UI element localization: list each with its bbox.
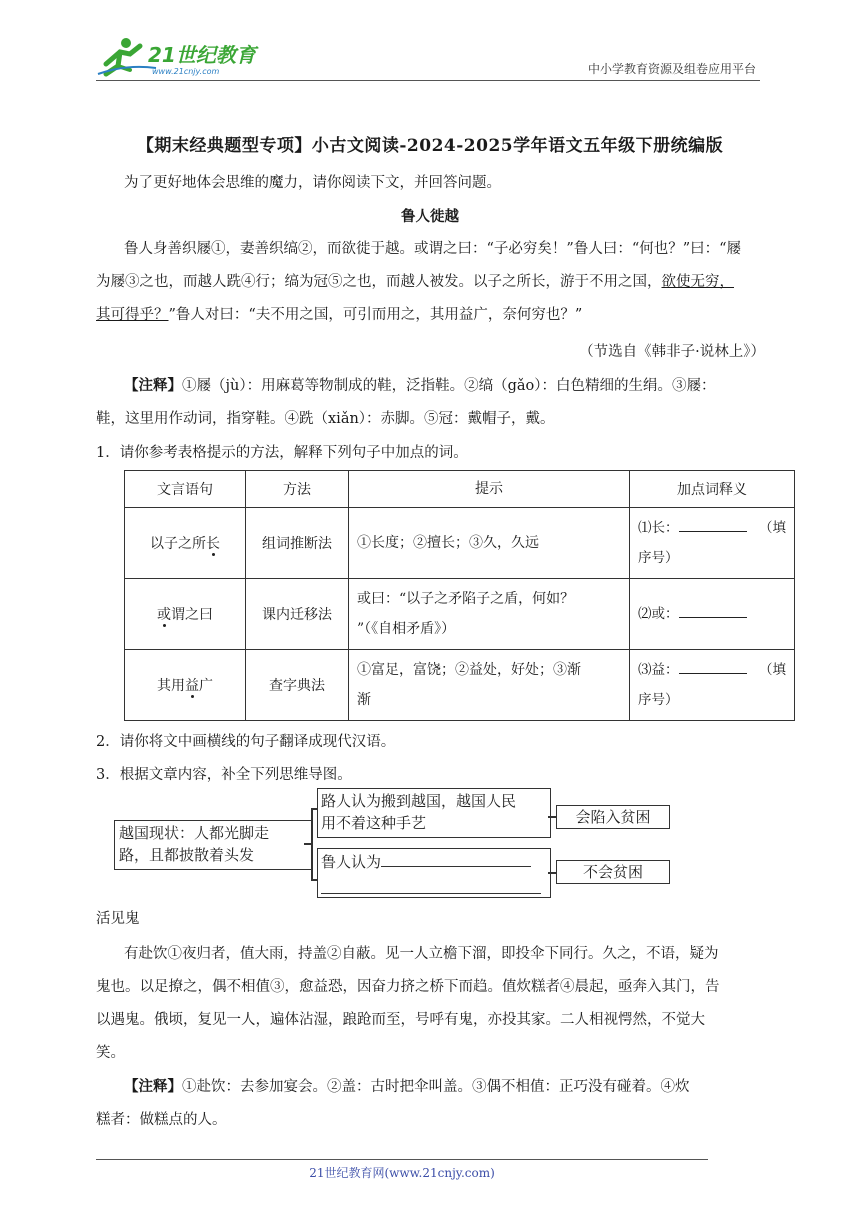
table-row	[125, 579, 795, 650]
table-header-row	[125, 471, 795, 508]
site-logo	[96, 34, 266, 78]
table-header: 文言语句	[125, 471, 246, 508]
hint-cell: ①长度；②擅长；③久，久远	[349, 508, 630, 579]
hint-cell: 或曰：“以子之矛陷子之盾，何如？ ”（《自相矛盾》）	[349, 579, 630, 650]
answer-blank	[679, 603, 747, 618]
footer-link[interactable]: 21世纪教育网(www.21cnjy.com)	[309, 1166, 495, 1180]
mindmap-root: 越国现状：人都光脚走 路，且都披散着头发	[114, 820, 312, 870]
dotted-word: 长	[206, 536, 220, 552]
intro-text: 为了更好地体会思维的魔力，请你阅读下文，并回答问题。	[124, 175, 501, 191]
passage1-line1: 鲁人身善织屦①，妻善织缟②，而欲徙于越。或谓之曰：“子必穷矣！”鲁人曰：“何也？”曰：“屦	[124, 241, 742, 257]
passage1-line2: 为屦③之也，而越人跣④行；缟为冠⑤之也，而越人被发。以子之所长，游于不用之国，欲使无穷，	[96, 274, 734, 290]
svg-text:www.21cnjy.com: www.21cnjy.com	[152, 67, 220, 76]
answer-cell[interactable]: ⑴长： （填 序号）	[630, 508, 795, 579]
connector	[311, 808, 313, 880]
passage1-line3: 其可得乎？”鲁人对曰：“夫不用之国，可引而用之，其用益广，奈何穷也？”	[96, 307, 583, 323]
footer-divider	[96, 1159, 708, 1160]
page-title: 【期末经典题型专项】小古文阅读-2024-2025学年语文五年级下册统编版	[136, 136, 724, 156]
passage1-title: 鲁人徙越	[401, 208, 459, 225]
table-row	[125, 508, 795, 579]
sentence-cell: 或谓之曰	[125, 579, 246, 650]
sentence-cell: 其用益广	[125, 650, 246, 721]
mindmap-top-result: 会陷入贫困	[556, 805, 670, 829]
answer-blank	[679, 659, 747, 674]
passage2-line4: 笑。	[96, 1045, 125, 1061]
method-cell: 查字典法	[246, 650, 349, 721]
passage2-line3: 以遇鬼。俄顷，复见一人，遍体沾湿，踉跄而至，号呼有鬼，亦投其家。二人相视愕然，不觉大	[96, 1012, 705, 1028]
passage1-notes-line2: 鞋，这里用作动词，指穿鞋。④跣（xiǎn）：赤脚。⑤冠：戴帽子，戴。	[96, 411, 555, 427]
passage2-line2: 鬼也。以足撩之，偶不相值③，愈益恐，因奋力挤之桥下而趋。值炊糕者④晨起，亟奔入其门，告	[96, 979, 720, 995]
sentence-cell: 以子之所长	[125, 508, 246, 579]
mindmap-top-node: 路人认为搬到越国，越国人民 用不着这种手艺	[317, 788, 551, 838]
answer-cell[interactable]: ⑵或：	[630, 579, 795, 650]
question-2: 2．请你将文中画横线的句子翻译成现代汉语。	[96, 734, 396, 750]
mind-map	[108, 788, 680, 900]
underlined-sentence-part1: 欲使无穷，	[661, 274, 734, 290]
method-cell: 课内迁移法	[246, 579, 349, 650]
platform-name: 中小学教育资源及组卷应用平台	[587, 62, 756, 76]
passage2-line1: 有赴饮①夜归者，值大雨，持盖②自蔽。见一人立檐下溜，即投伞下同行。久之，不语，疑为	[124, 946, 719, 962]
passage1-source: （节选自《韩非子·说林上》）	[579, 344, 765, 360]
svg-text:21世纪教育: 21世纪教育	[148, 43, 256, 67]
vocab-table	[124, 470, 795, 721]
table-row	[125, 650, 795, 721]
table-header: 提示	[349, 471, 630, 508]
passage2-title: 活见鬼	[96, 911, 140, 927]
question-3: 3．根据文章内容，补全下列思维导图。	[96, 767, 352, 783]
dotted-word: 益	[185, 678, 199, 694]
header-divider	[96, 80, 760, 81]
answer-cell[interactable]: ⑶益： （填 序号）	[630, 650, 795, 721]
passage2-notes-line2: 糕者：做糕点的人。	[96, 1112, 227, 1128]
table-header: 方法	[246, 471, 349, 508]
answer-blank	[679, 517, 747, 532]
mindmap-bottom-node[interactable]: 鲁人认为	[317, 848, 551, 898]
passage1-notes-line1: 【注释】①屦（jù）：用麻葛等物制成的鞋，泛指鞋。②缟（gǎo）：白色精细的生绢。③屦：	[124, 377, 716, 394]
table-header: 加点词释义	[630, 471, 795, 508]
mindmap-bottom-result: 不会贫困	[556, 860, 670, 884]
passage2-notes-line1: 【注释】①赴饮：去参加宴会。②盖：古时把伞叫盖。③偶不相值：正巧没有碰着。④炊	[124, 1078, 690, 1095]
hint-cell: ①富足，富饶；②益处，好处；③渐 渐	[349, 650, 630, 721]
answer-blank	[381, 850, 531, 867]
answer-blank	[321, 875, 541, 894]
method-cell: 组词推断法	[246, 508, 349, 579]
underlined-sentence-part2: 其可得乎？	[96, 307, 169, 323]
question-1: 1．请你参考表格提示的方法，解释下列句子中加点的词。	[96, 445, 468, 461]
dotted-word: 或	[157, 607, 171, 623]
